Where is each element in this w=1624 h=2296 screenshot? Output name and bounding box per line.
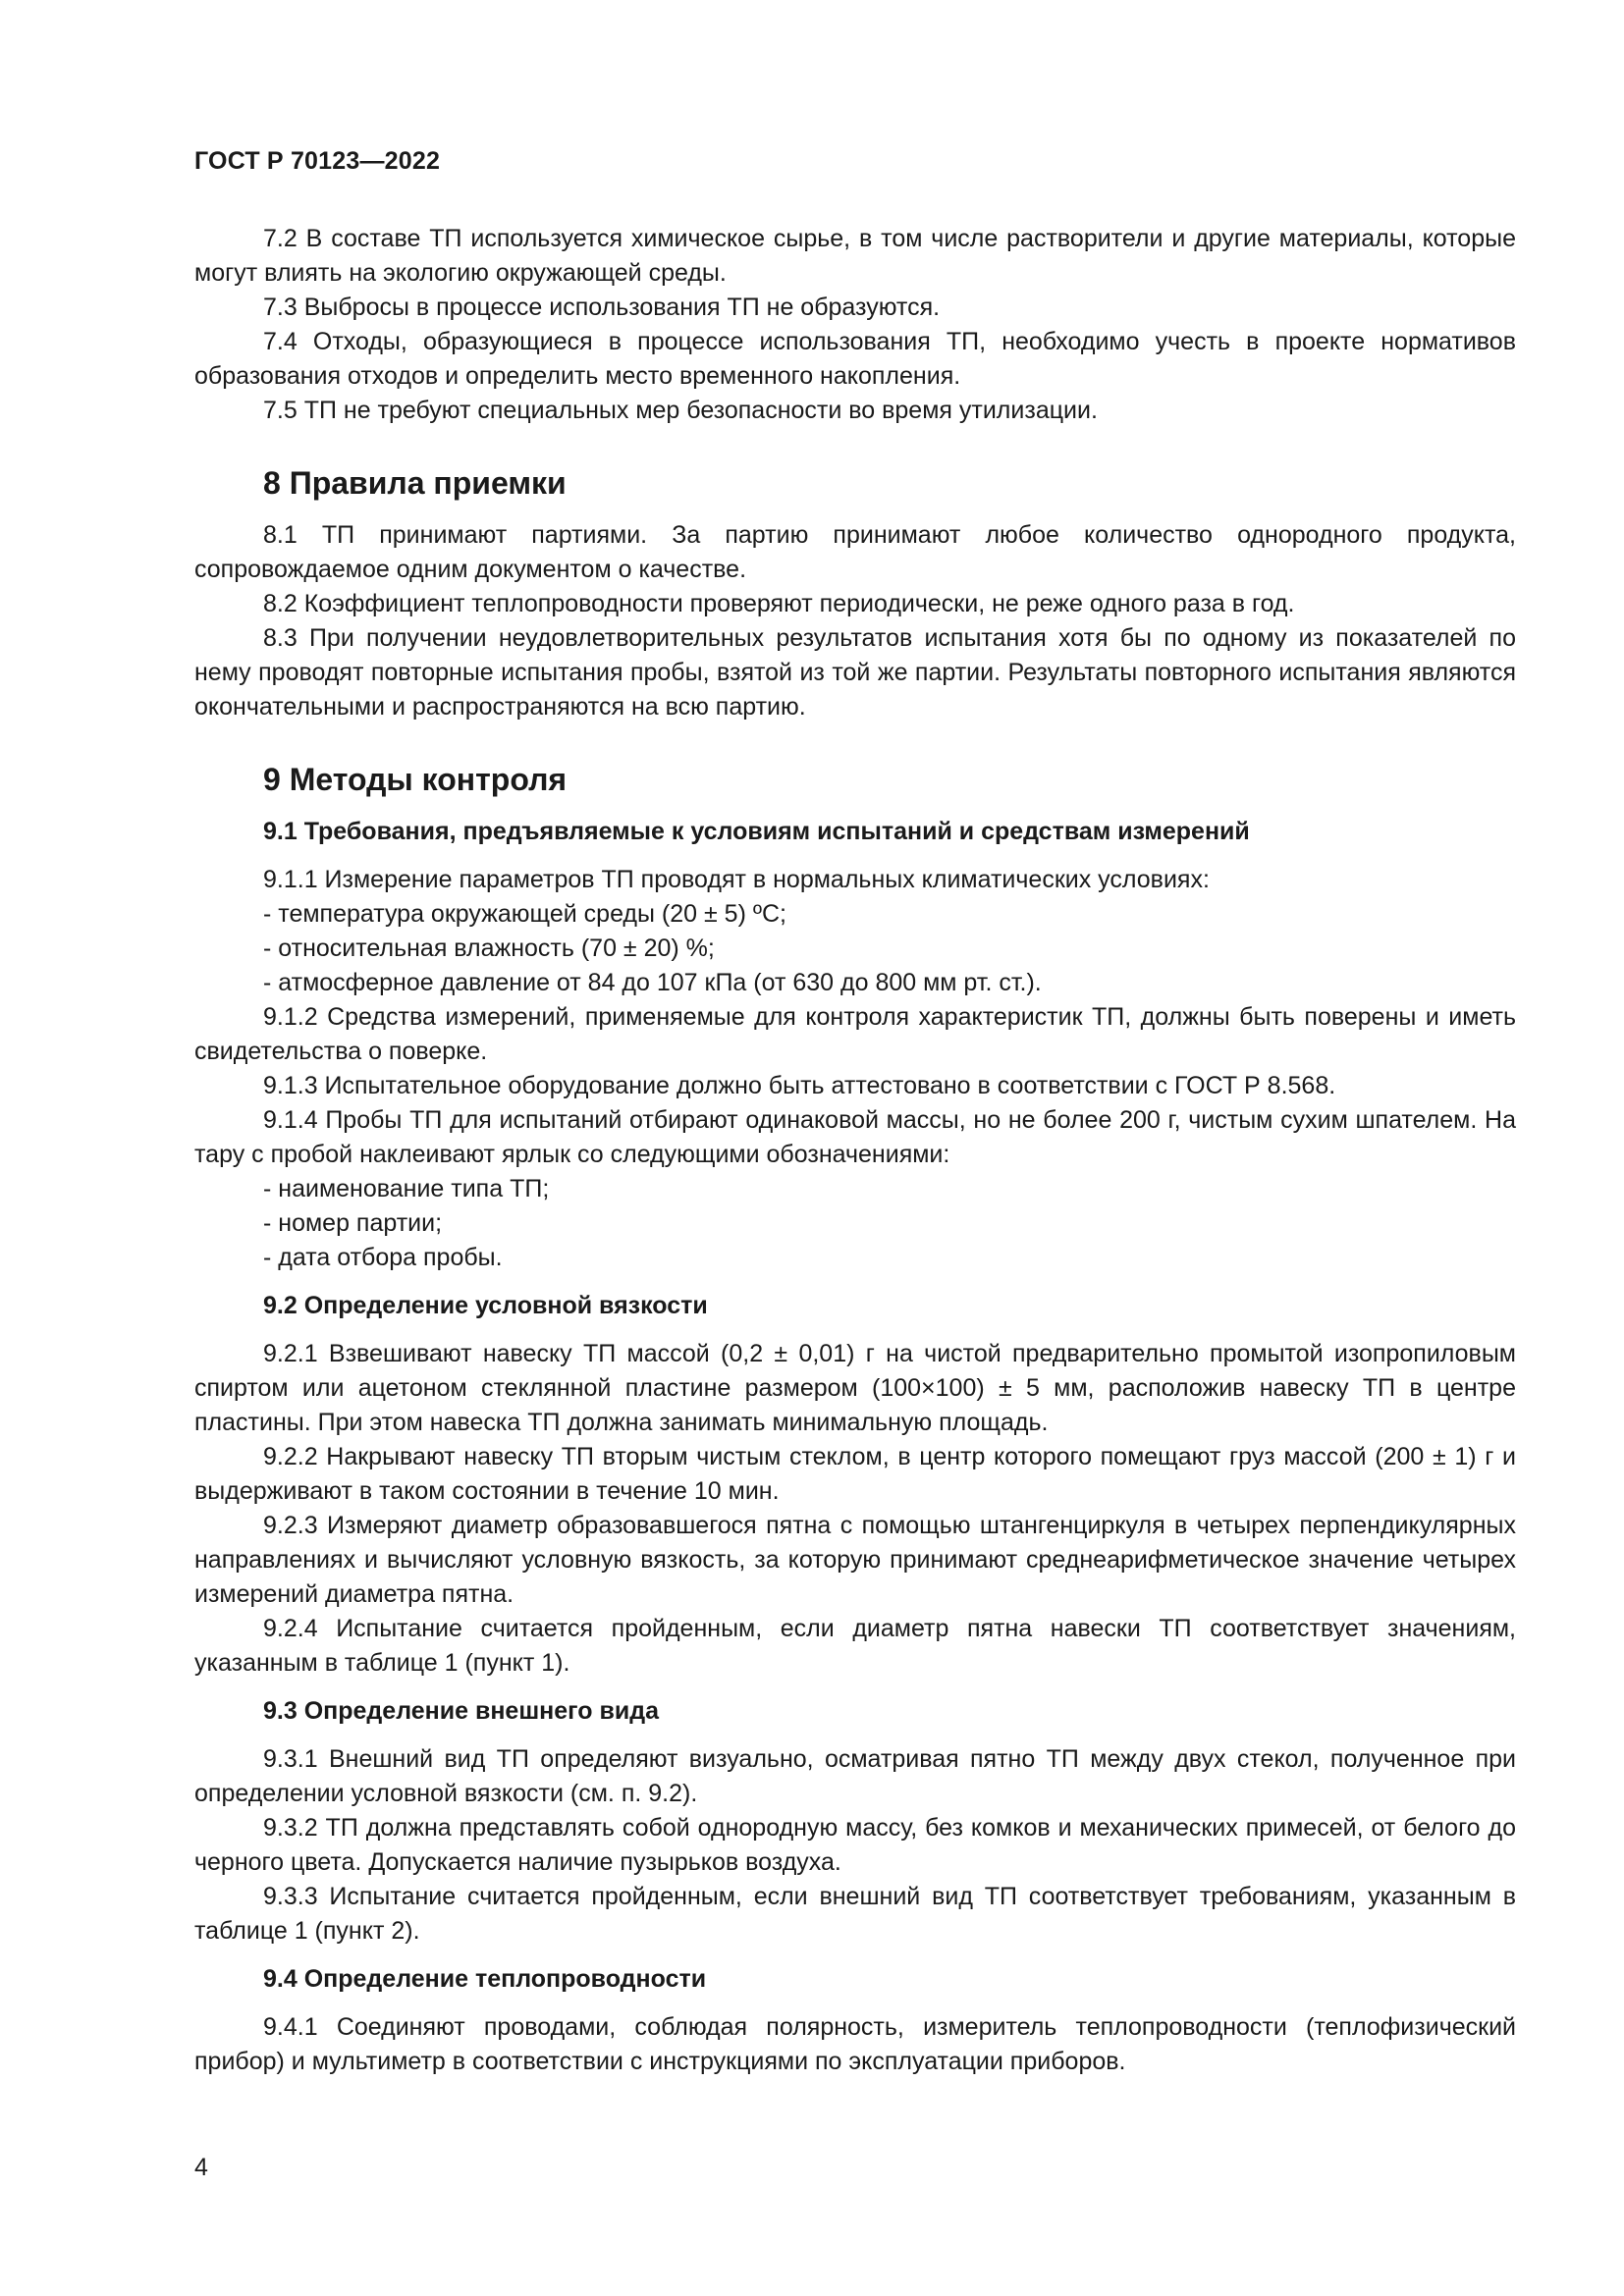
section-9-heading: 9 Методы контроля — [263, 762, 568, 797]
paragraph-8-3: 8.3 При получении неудовлетворительных результатов испытания хотя бы по одному из показателей по нему проводят повторные испытания пробы, взятой из той же партии. Результаты повторного испытания являются окончательными и распространяются на всю партию. — [194, 624, 1516, 721]
paragraph-9-2-4: 9.2.4 Испытание считается пройденным, если диаметр пятна навески ТП соответствует значениям, указанным в таблице 1 (пункт 1). — [194, 1615, 1516, 1677]
list-item: - наименование типа ТП; — [263, 1175, 550, 1202]
paragraph-9-3-3: 9.3.3 Испытание считается пройденным, если внешний вид ТП соответствует требованиям, указанным в таблице 1 (пункт 2). — [194, 1883, 1516, 1945]
paragraph-9-1-1: 9.1.1 Измерение параметров ТП проводят в нормальных климатических условиях: — [263, 866, 1210, 893]
paragraph-9-1-4: 9.1.4 Пробы ТП для испытаний отбирают одинаковой массы, но не более 200 г, чистым сухим шпателем. На тару с пробой наклеивают ярлык со следующими обозначениями: — [194, 1106, 1516, 1168]
paragraph-9-3-2: 9.3.2 ТП должна представлять собой однородную массу, без комков и механических примесей, от белого до черного цвета. Допускается наличие пузырьков воздуха. — [194, 1814, 1516, 1876]
paragraph-9-2-1: 9.2.1 Взвешивают навеску ТП массой (0,2 ± 0,01) г на чистой предварительно промытой изопропиловым спиртом или ацетоном стеклянной пластине размером (100×100) ± 5 мм, расположив навеску ТП в центре пластины. При этом навеска ТП должна занимать минимальную площадь. — [194, 1340, 1516, 1436]
list-item: - относительная влажность (70 ± 20) %; — [263, 934, 715, 962]
paragraph-8-1: 8.1 ТП принимают партиями. За партию принимают любое количество однородного продукта, сопровождаемое одним документом о качестве. — [194, 521, 1516, 583]
subsection-9-4-heading: 9.4 Определение теплопроводности — [263, 1965, 707, 1993]
paragraph-7-4: 7.4 Отходы, образующиеся в процессе использования ТП, необходимо учесть в проекте нормативов образования отходов и определить место временного накопления. — [194, 328, 1516, 390]
section-8-heading: 8 Правила приемки — [263, 465, 567, 501]
list-item: - дата отбора пробы. — [263, 1244, 503, 1271]
document-page — [194, 0, 1516, 2296]
document-header: ГОСТ Р 70123—2022 — [194, 147, 441, 175]
page-number: 4 — [194, 2154, 208, 2181]
paragraph-9-1-2: 9.1.2 Средства измерений, применяемые для контроля характеристик ТП, должны быть поверены и иметь свидетельства о поверке. — [194, 1003, 1516, 1065]
list-item: - атмосферное давление от 84 до 107 кПа (от 630 до 800 мм рт. ст.). — [263, 969, 1042, 996]
paragraph-7-5: 7.5 ТП не требуют специальных мер безопасности во время утилизации. — [263, 397, 1098, 424]
subsection-9-1-heading: 9.1 Требования, предъявляемые к условиям испытаний и средствам измерений — [263, 818, 1250, 845]
paragraph-9-2-3: 9.2.3 Измеряют диаметр образовавшегося пятна с помощью штангенциркуля в четырех перпендикулярных направлениях и вычисляют условную вязкость, за которую принимают среднеарифметическое значение четырех измерений диаметра пятна. — [194, 1512, 1516, 1608]
paragraph-9-1-3: 9.1.3 Испытательное оборудование должно быть аттестовано в соответствии с ГОСТ Р 8.568. — [263, 1072, 1336, 1099]
paragraph-8-2: 8.2 Коэффициент теплопроводности проверяют периодически, не реже одного раза в год. — [263, 590, 1295, 617]
list-item: - номер партии; — [263, 1209, 443, 1237]
paragraph-9-3-1: 9.3.1 Внешний вид ТП определяют визуально, осматривая пятно ТП между двух стекол, полученное при определении условной вязкости (см. п. 9.2). — [194, 1745, 1516, 1807]
paragraph-9-4-1: 9.4.1 Соединяют проводами, соблюдая полярность, измеритель теплопроводности (теплофизический прибор) и мультиметр в соответствии с инструкциями по эксплуатации приборов. — [194, 2013, 1516, 2075]
paragraph-7-3: 7.3 Выбросы в процессе использования ТП не образуются. — [263, 294, 941, 321]
paragraph-7-2: 7.2 В составе ТП используется химическое сырье, в том числе растворители и другие материалы, которые могут влиять на экологию окружающей среды. — [194, 225, 1516, 287]
subsection-9-2-heading: 9.2 Определение условной вязкости — [263, 1292, 708, 1319]
paragraph-9-2-2: 9.2.2 Накрывают навеску ТП вторым чистым стеклом, в центр которого помещают груз массой (200 ± 1) г и выдерживают в таком состоянии в течение 10 мин. — [194, 1443, 1516, 1505]
list-item: - температура окружающей среды (20 ± 5) ºС; — [263, 900, 786, 928]
subsection-9-3-heading: 9.3 Определение внешнего вида — [263, 1697, 659, 1725]
document-body — [194, 222, 1516, 2079]
